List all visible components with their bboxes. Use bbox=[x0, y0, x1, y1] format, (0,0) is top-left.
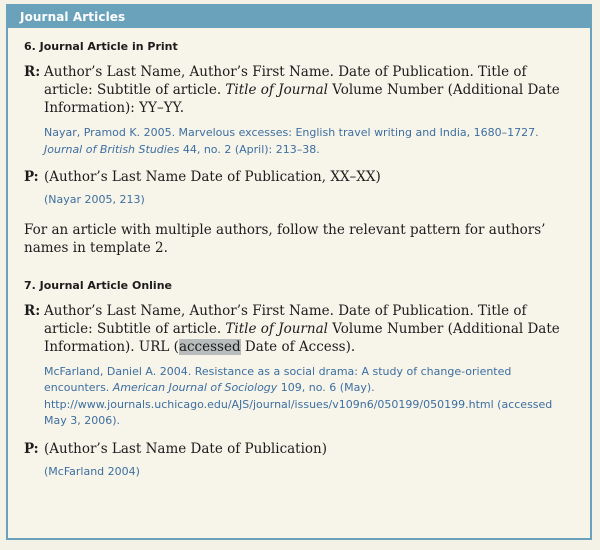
header-title: Journal Articles bbox=[20, 10, 126, 24]
journal-articles-panel bbox=[6, 4, 592, 540]
example-journal-italic: American Journal of Sociology bbox=[112, 381, 278, 394]
section-6-parenthetical-example: (Nayar 2005, 213) bbox=[44, 193, 145, 206]
section-7-parenthetical-example: (McFarland 2004) bbox=[44, 464, 140, 478]
parenthetical-template-text: (Author’s Last Name Date of Publication, XX–XX) bbox=[44, 169, 381, 185]
parenthetical-template-text: (Author’s Last Name Date of Publication) bbox=[44, 440, 328, 457]
journal-title-italic: Title of Journal bbox=[225, 82, 328, 98]
reference-template-part: Volume Number (Additional Date Information). URL ( bbox=[44, 320, 560, 355]
reference-template-text bbox=[44, 302, 572, 356]
parenthetical-label: P: bbox=[24, 169, 39, 185]
content bbox=[8, 28, 590, 480]
example-part: McFarland, Daniel A. 2004. Resistance as a social drama: A study of change-oriented encounters. bbox=[44, 364, 512, 394]
accessed-highlight: accessed bbox=[178, 338, 241, 355]
journal-title-italic: Title of Journal bbox=[225, 320, 328, 337]
header-bar bbox=[8, 6, 590, 28]
reference-label: R: bbox=[24, 302, 41, 319]
section-7-title: 7. Journal Article Online bbox=[24, 278, 172, 292]
reference-template-part: Volume Number (Additional Date Information): YY–YY. bbox=[44, 82, 560, 116]
section-6-title: 6. Journal Article in Print bbox=[24, 40, 178, 53]
example-part: 109, no. 6 (May). http://www.journals.uchicago.edu/AJS/journal/issues/v109n6/050199/050199.html (accessed May 3, 2006). bbox=[44, 381, 553, 427]
parenthetical-label: P: bbox=[24, 440, 39, 457]
reference-template-part: Author’s Last Name, Author’s First Name. Date of Publication. Title of article: Subtitle of article. bbox=[44, 64, 527, 98]
section-7-reference-template bbox=[24, 302, 580, 356]
section-6-note: For an article with multiple authors, follow the relevant pattern for authors’ names in template 2. bbox=[24, 221, 546, 256]
reference-template-text bbox=[44, 63, 572, 117]
reference-template-part: Author’s Last Name, Author’s First Name. Date of Publication. Title of article: Subtitle of article. bbox=[44, 302, 527, 337]
example-part: Nayar, Pramod K. 2005. Marvelous excesses: English travel writing and India, 1680–1727. bbox=[44, 126, 539, 139]
section-7-parenthetical-template bbox=[24, 440, 580, 458]
example-part: 44, no. 2 (April): 213–38. bbox=[179, 142, 320, 156]
section-7-reference-example bbox=[44, 364, 576, 430]
reference-label: R: bbox=[24, 64, 41, 80]
section-6-reference-example bbox=[44, 125, 576, 158]
section-6-parenthetical-template bbox=[24, 168, 580, 186]
example-journal-italic: Journal of British Studies bbox=[44, 142, 180, 156]
section-6-reference-template bbox=[24, 63, 580, 117]
reference-template-part: Date of Access). bbox=[240, 338, 356, 355]
